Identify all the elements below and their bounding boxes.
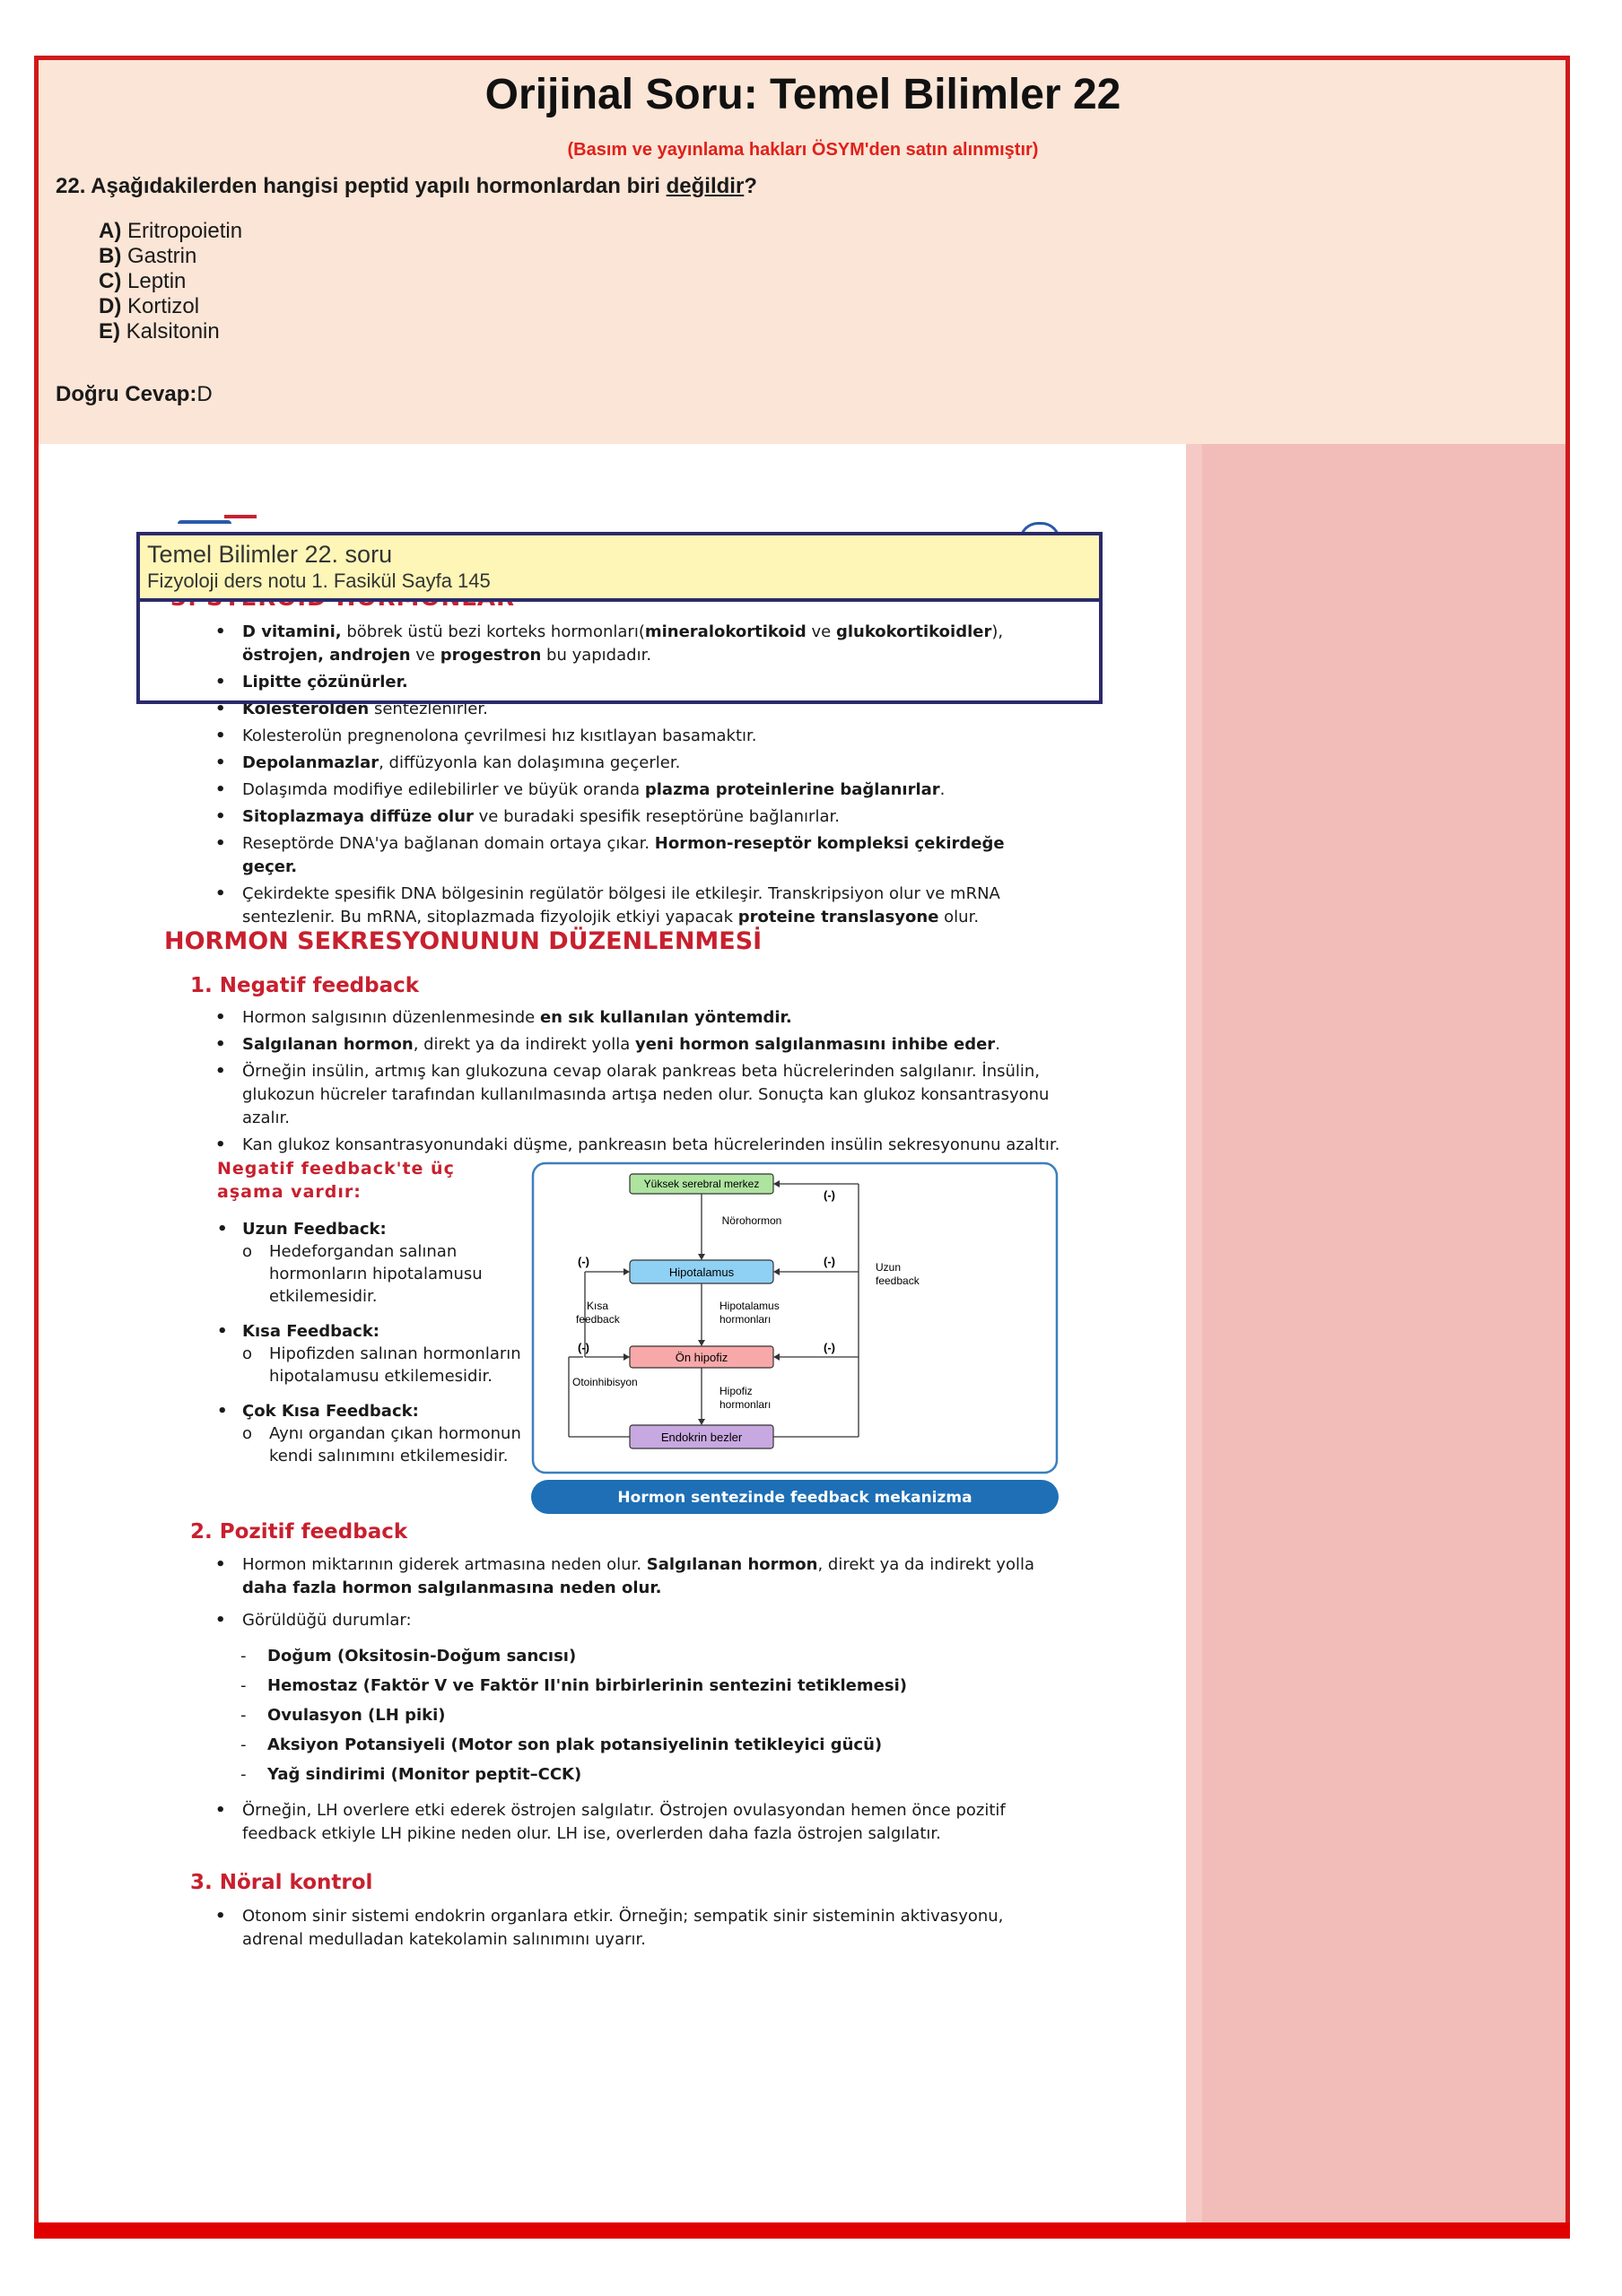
option-d: D) Kortizol <box>99 294 200 318</box>
list-item: • Otonom sinir sistemi endokrin organlara etkir. Örneğin; sempatik sinir sisteminin aktivasyonu, adrenal medulladan katekolamin salınımını uyarır. <box>215 1905 1063 1952</box>
source-title: Temel Bilimler 22. soru <box>147 541 393 568</box>
list-item: • Lipitte çözünürler. <box>215 671 1063 694</box>
feedback-type-name: • Çok Kısa Feedback: <box>217 1400 522 1422</box>
source-subtitle: Fizyoloji ders notu 1. Fasikül Sayfa 145 <box>147 570 491 592</box>
feedback-type-desc: o Hedeforgandan salınan hormonların hipotalamusu etkilemesidir. <box>217 1240 522 1308</box>
list-item: • Kan glukoz konsantrasyonundaki düşme, pankreasın beta hücrelerinden insülin sekresyonunu azaltır. <box>215 1134 1063 1157</box>
label-autoinhibition: Otoinhibisyon <box>572 1376 638 1388</box>
question-number: 22. <box>56 174 86 198</box>
label-hypothalamus-hormones-2: hormonları <box>719 1313 772 1326</box>
case-item: - Doğum (Oksitosin-Doğum sancısı) <box>240 1641 907 1671</box>
case-item: - Ovulasyon (LH piki) <box>240 1700 907 1730</box>
minus-label: (-) <box>578 1255 589 1268</box>
minus-label: (-) <box>824 1341 835 1354</box>
list-item: • Dolaşımda modifiye edilebilirler ve büyük oranda plazma proteinlerine bağlanırlar. <box>215 778 1063 802</box>
list-item: • Hormon salgısının düzenlenmesinde en sık kullanılan yöntemdir. <box>215 1006 1063 1030</box>
list-item: • Salgılanan hormon, direkt ya da indirekt yolla yeni hormon salgılanmasını inhibe eder. <box>215 1033 1063 1057</box>
minus-label: (-) <box>578 1341 589 1354</box>
label-long-feedback-2: feedback <box>876 1274 920 1287</box>
list-item: • Çekirdekte spesifik DNA bölgesinin regülatör bölgesi ile etkileşir. Transkripsiyon olur ve mRNA sentezlenir. Bu mRNA, sitoplazmada fizyolojik etkiyi yapacak proteine translasyone olur. <box>215 883 1063 929</box>
list-item: • Sitoplazmaya diffüze olur ve buradaki spesifik reseptörüne bağlanırlar. <box>215 805 1063 829</box>
question-stem: Aşağıdakilerden hangisi peptid yapılı hormonlardan biri <box>91 174 660 198</box>
question-text: 22. Aşağıdakilerden hangisi peptid yapılı hormonlardan biri değildir? <box>56 174 757 198</box>
bottom-bar <box>34 2222 1570 2239</box>
label-short-feedback-2: feedback <box>576 1313 620 1326</box>
option-a: A) Eritropoietin <box>99 219 243 243</box>
feedback-type-desc: o Hipofizden salınan hormonların hipotalamusu etkilemesidir. <box>217 1343 522 1387</box>
negative-feedback-note: Negatif feedback'te üç aşama vardır: <box>217 1159 455 1202</box>
minus-label: (-) <box>824 1255 835 1268</box>
label-pituitary-hormones-2: hormonları <box>719 1398 772 1411</box>
label-short-feedback-1: Kısa <box>587 1300 609 1312</box>
diagram-caption: Hormon sentezinde feedback mekanizma <box>617 1489 972 1507</box>
option-b: B) Gastrin <box>99 244 197 268</box>
label-hypothalamus: Hipotalamus <box>668 1265 735 1279</box>
feedback-type-name: • Uzun Feedback: <box>217 1218 522 1240</box>
copyright-note: (Basım ve yayınlama hakları ÖSYM'den satın alınmıştır) <box>567 140 1039 160</box>
correct-answer: Doğru Cevap:D <box>56 382 213 406</box>
label-higher-center: Yüksek serebral merkez <box>643 1178 760 1190</box>
regulation-heading: HORMON SEKRESYONUNUN DÜZENLENMESİ <box>164 927 763 955</box>
feedback-type-name: • Kısa Feedback: <box>217 1320 522 1343</box>
list-item: • Görüldüğü durumlar: <box>215 1609 1063 1632</box>
neural-control-title: 3. Nöral kontrol <box>190 1871 373 1894</box>
list-item: • Örneğin, LH overlere etki ederek östrojen salgılatır. Östrojen ovulasyondan hemen önce pozitif feedback etkiyle LH pikine neden olur. LH ise, overlerden daha fazla östrojen salgılatır. <box>215 1799 1063 1846</box>
feedback-type-desc: o Aynı organdan çıkan hormonun kendi salınımını etkilemesidir. <box>217 1422 522 1467</box>
list-item: • Kolesterolün pregnenolona çevrilmesi hız kısıtlayan basamaktır. <box>215 725 1063 748</box>
list-item: • Depolanmazlar, diffüzyonla kan dolaşımına geçerler. <box>215 752 1063 775</box>
case-item: - Yağ sindirimi (Monitor peptit–CCK) <box>240 1760 907 1789</box>
list-item: • Hormon miktarının giderek artmasına neden olur. Salgılanan hormon, direkt ya da indirekt yolla daha fazla hormon salgılanmasına neden olur. <box>215 1553 1063 1600</box>
list-item: • Kolesterolden sentezlenirler. <box>215 698 1063 721</box>
label-long-feedback-1: Uzun <box>876 1261 902 1274</box>
label-pituitary-hormones-1: Hipofiz <box>719 1385 753 1397</box>
page-frame <box>34 56 1570 2235</box>
label-endocrine-glands: Endokrin bezler <box>660 1431 743 1444</box>
negative-feedback-title: 1. Negatif feedback <box>190 974 420 997</box>
question-underlined: değildir <box>666 174 745 198</box>
case-item: - Hemostaz (Faktör V ve Faktör II'nin birbirlerinin sentezini tetiklemesi) <box>240 1671 907 1700</box>
minus-label: (-) <box>824 1188 835 1202</box>
list-item: • D vitamini, böbrek üstü bezi korteks hormonları(mineralokortikoid ve glukokortikoidler), östrojen, androjen ve progestron bu yapıdadır. <box>215 621 1063 667</box>
label-hypothalamus-hormones-1: Hipotalamus <box>719 1300 780 1312</box>
list-item: • Reseptörde DNA'ya bağlanan domain ortaya çıkar. Hormon-reseptör kompleksi çekirdeğe geçer. <box>215 832 1063 879</box>
option-c: C) Leptin <box>99 269 187 293</box>
label-neurohormone: Nörohormon <box>721 1214 782 1227</box>
case-item: - Aksiyon Potansiyeli (Motor son plak potansiyelinin tetikleyici gücü) <box>240 1730 907 1760</box>
positive-feedback-title: 2. Pozitif feedback <box>190 1520 408 1544</box>
option-e: E) Kalsitonin <box>99 319 220 344</box>
label-anterior-pituitary: Ön hipofiz <box>675 1351 728 1364</box>
list-item: • Örneğin insülin, artmış kan glukozuna cevap olarak pankreas beta hücrelerinden salgılanır. İnsülin, glukozun hücreler tarafından kullanılmasında artışa neden olur. Sonuçta kan glukoz konsantrasyonu azalır. <box>215 1060 1063 1130</box>
page-title: Orijinal Soru: Temel Bilimler 22 <box>484 71 1121 118</box>
